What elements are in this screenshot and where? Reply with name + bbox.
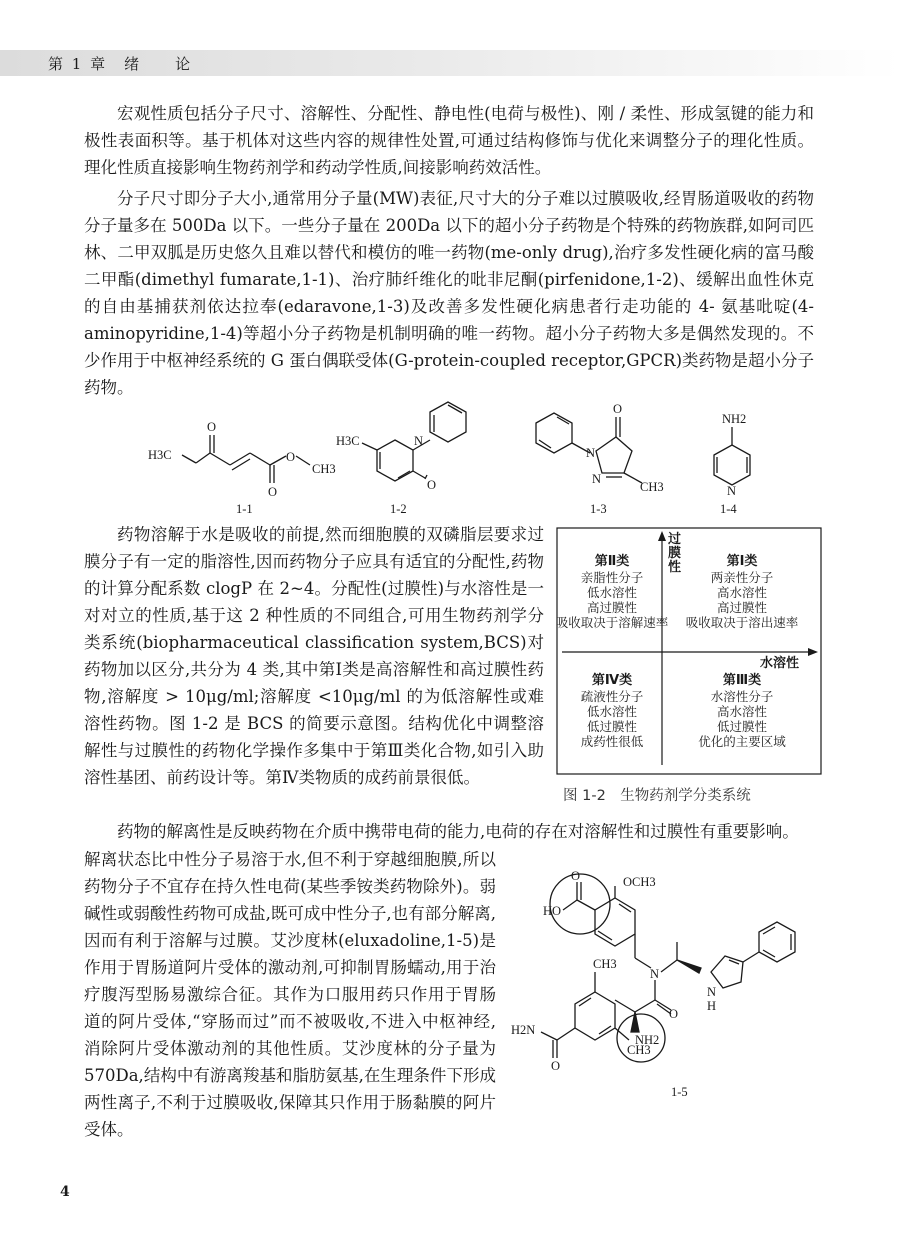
bcs-q2-title: 第Ⅱ类 (594, 554, 630, 569)
s2-label: 1-2 (390, 502, 407, 516)
s4-nh2: NH2 (722, 412, 747, 426)
bcs-q4-line-1: 疏液性分子 (580, 689, 644, 704)
structure-1-5 (505, 868, 815, 1108)
bcs-q3-line-1: 水溶性分子 (710, 689, 774, 704)
s4-label: 1-4 (720, 502, 737, 516)
s5-amide-nh2: H2N (511, 1023, 536, 1037)
bcs-q2-line-4: 吸收取决于溶解速率 (556, 615, 669, 630)
bcs-q4-line-4: 成药性很低 (580, 734, 644, 749)
paragraph-4: 药物的解离性是反映药物在介质中携带电荷的能力,电荷的存在对溶解性和过膜性有重要影响。 (117, 822, 799, 841)
paragraph-5: 解离状态比中性分子易溶于水,但不利于穿越细胞膜,所以药物分子不宜存在持久性电荷(某些季铵类药物除外)。弱碱性或弱酸性药物可成盐,既可成中性分子,也有部分解离,因而有利于溶解与过膜。艾沙度林(eluxadoline,1-5)是作用于胃肠道阿片受体的激动剂,可抑制胃肠蠕动,用于治疗腹泻型肠易激综合征。其作为口服用药只作用于胃肠道的阿片受体,“穿肠而过”而不被吸收,不进入中枢神经,消除阿片受体激动剂的其他性质。艾沙度林的分子量为 570Da,结构中有游离羧基和脂肪氨基,在生理条件下形成两性离子,不利于过膜吸收,保障其只作用于肠黏膜的阿片受体。 (84, 850, 496, 1139)
s4-n: N (727, 484, 737, 498)
bcs-q2-line-2: 低水溶性 (586, 585, 638, 600)
s3-n2: N (592, 472, 602, 486)
s5-o-acid: O (571, 869, 581, 883)
structures-row (130, 395, 770, 517)
s1-label: 1-1 (236, 502, 253, 516)
bcs-axis-x: 水溶性 (760, 656, 800, 671)
s5-ho: HO (543, 904, 562, 918)
bcs-q1-line-3: 高过膜性 (716, 600, 768, 615)
bcs-axis-y: 过膜性 (668, 532, 682, 575)
s5-ch3-bottom: CH3 (627, 1043, 651, 1057)
bcs-q2-line-1: 亲脂性分子 (580, 570, 644, 585)
s3-n1: N (586, 446, 596, 460)
bcs-figure (556, 527, 822, 775)
paragraph-2: 分子尺寸即分子大小,通常用分子量(MW)表征,尺寸大的分子难以过膜吸收,经胃肠道吸收的药物分子量多在 500Da 以下。一些分子量在 200Da 以下的超小分子药物是个特殊的药物族群,如阿司匹林、二甲双胍是历史悠久且难以替代和模仿的唯一药物(me-only drug),治疗多发性硬化病的富马酸二甲酯(dimethyl fumarate,1-1)、治疗肺纤维化的吡非尼酮(pirfenidone,1-2)、缓解出血性休克的自由基捕获剂依达拉奉(edaravone,1-3)及改善多发性硬化病患者行走功能的 4- 氨基吡啶(4-aminopyridine,1-4)等超小分子药物是机制明确的唯一药物。超小分子药物大多是偶然发现的。不少作用于中枢神经系统的 G 蛋白偶联受体(G-protein-coupled receptor,GPCR)类药物是超小分子药物。 (84, 189, 815, 397)
bcs-figure-caption: 图 1-2 生物药剂学分类系统 (563, 788, 751, 804)
s3-o: O (613, 402, 623, 416)
s5-o-amide: O (669, 1007, 679, 1021)
chapter-header-band (0, 50, 900, 76)
bcs-q3-line-3: 低过膜性 (716, 719, 768, 734)
s5-o-bottom: O (551, 1059, 561, 1073)
s2-o: O (427, 478, 437, 492)
s5-h: H (707, 999, 717, 1013)
bcs-q4-title: 第Ⅳ类 (591, 673, 633, 688)
bcs-q4-line-3: 低过膜性 (586, 719, 638, 734)
bcs-q3-line-2: 高水溶性 (716, 704, 768, 719)
s5-label: 1-5 (671, 1085, 688, 1099)
s1-o-top: O (207, 420, 217, 434)
s1-left-group: H3C (148, 448, 172, 462)
bcs-q3-line-4: 优化的主要区域 (698, 734, 786, 749)
s1-o-ester: O (286, 450, 296, 464)
chapter-header: 第 1 章 绪 论 (48, 55, 193, 73)
s3-label: 1-3 (590, 502, 607, 516)
s5-och3: OCH3 (623, 875, 656, 889)
s5-nh2: NH2 (635, 1033, 660, 1047)
s5-ch3-top: CH3 (593, 957, 617, 971)
s5-nh: N (707, 985, 717, 999)
bcs-q1-line-1: 两亲性分子 (710, 570, 774, 585)
bcs-q1-title: 第Ⅰ类 (726, 554, 758, 569)
s2-n: N (414, 434, 424, 448)
bcs-q2-line-3: 高过膜性 (586, 600, 638, 615)
s2-methyl: H3C (336, 434, 360, 448)
s5-n: N (650, 967, 660, 981)
paragraph-3: 药物溶解于水是吸收的前提,然而细胞膜的双磷脂层要求过膜分子有一定的脂溶性,因而药物分子应具有适宜的分配性,药物的计算分配系数 clogP 在 2~4。分配性(过膜性)与水溶性是一对对立的性质,基于这 2 种性质的不同组合,可用生物药剂学分类系统(biopharmaceutical classification system,BCS)对药物加以区分,共分为 4 类,其中第Ⅰ类是高溶解性和高过膜性药物,溶解度 > 10μg/ml;溶解度 <10μg/ml 的为低溶解性或难溶性药物。图 1-2 是 BCS 的简要示意图。结构优化中调整溶解性与过膜性的药物化学操作多集中于第Ⅲ类化合物,如引入助溶性基团、前药设计等。第Ⅳ类物质的成药前景很低。 (84, 525, 544, 787)
s3-methyl: CH3 (640, 480, 664, 494)
page-number: 4 (60, 1184, 70, 1200)
bcs-q1-line-4: 吸收取决于溶出速率 (685, 615, 799, 630)
paragraph-1: 宏观性质包括分子尺寸、溶解性、分配性、静电性(电荷与极性)、刚 / 柔性、形成氢键的能力和极性表面积等。基于机体对这些内容的规律性处置,可通过结构修饰与优化来调整分子的理化性质。理化性质直接影响生物药剂学和药动学性质,间接影响药效活性。 (84, 104, 814, 177)
s1-o-bottom: O (268, 485, 278, 499)
bcs-q1-line-2: 高水溶性 (716, 585, 768, 600)
bcs-q3-title: 第Ⅲ类 (722, 673, 762, 688)
bcs-q4-line-2: 低水溶性 (586, 704, 638, 719)
s1-right-group: CH3 (312, 462, 336, 476)
